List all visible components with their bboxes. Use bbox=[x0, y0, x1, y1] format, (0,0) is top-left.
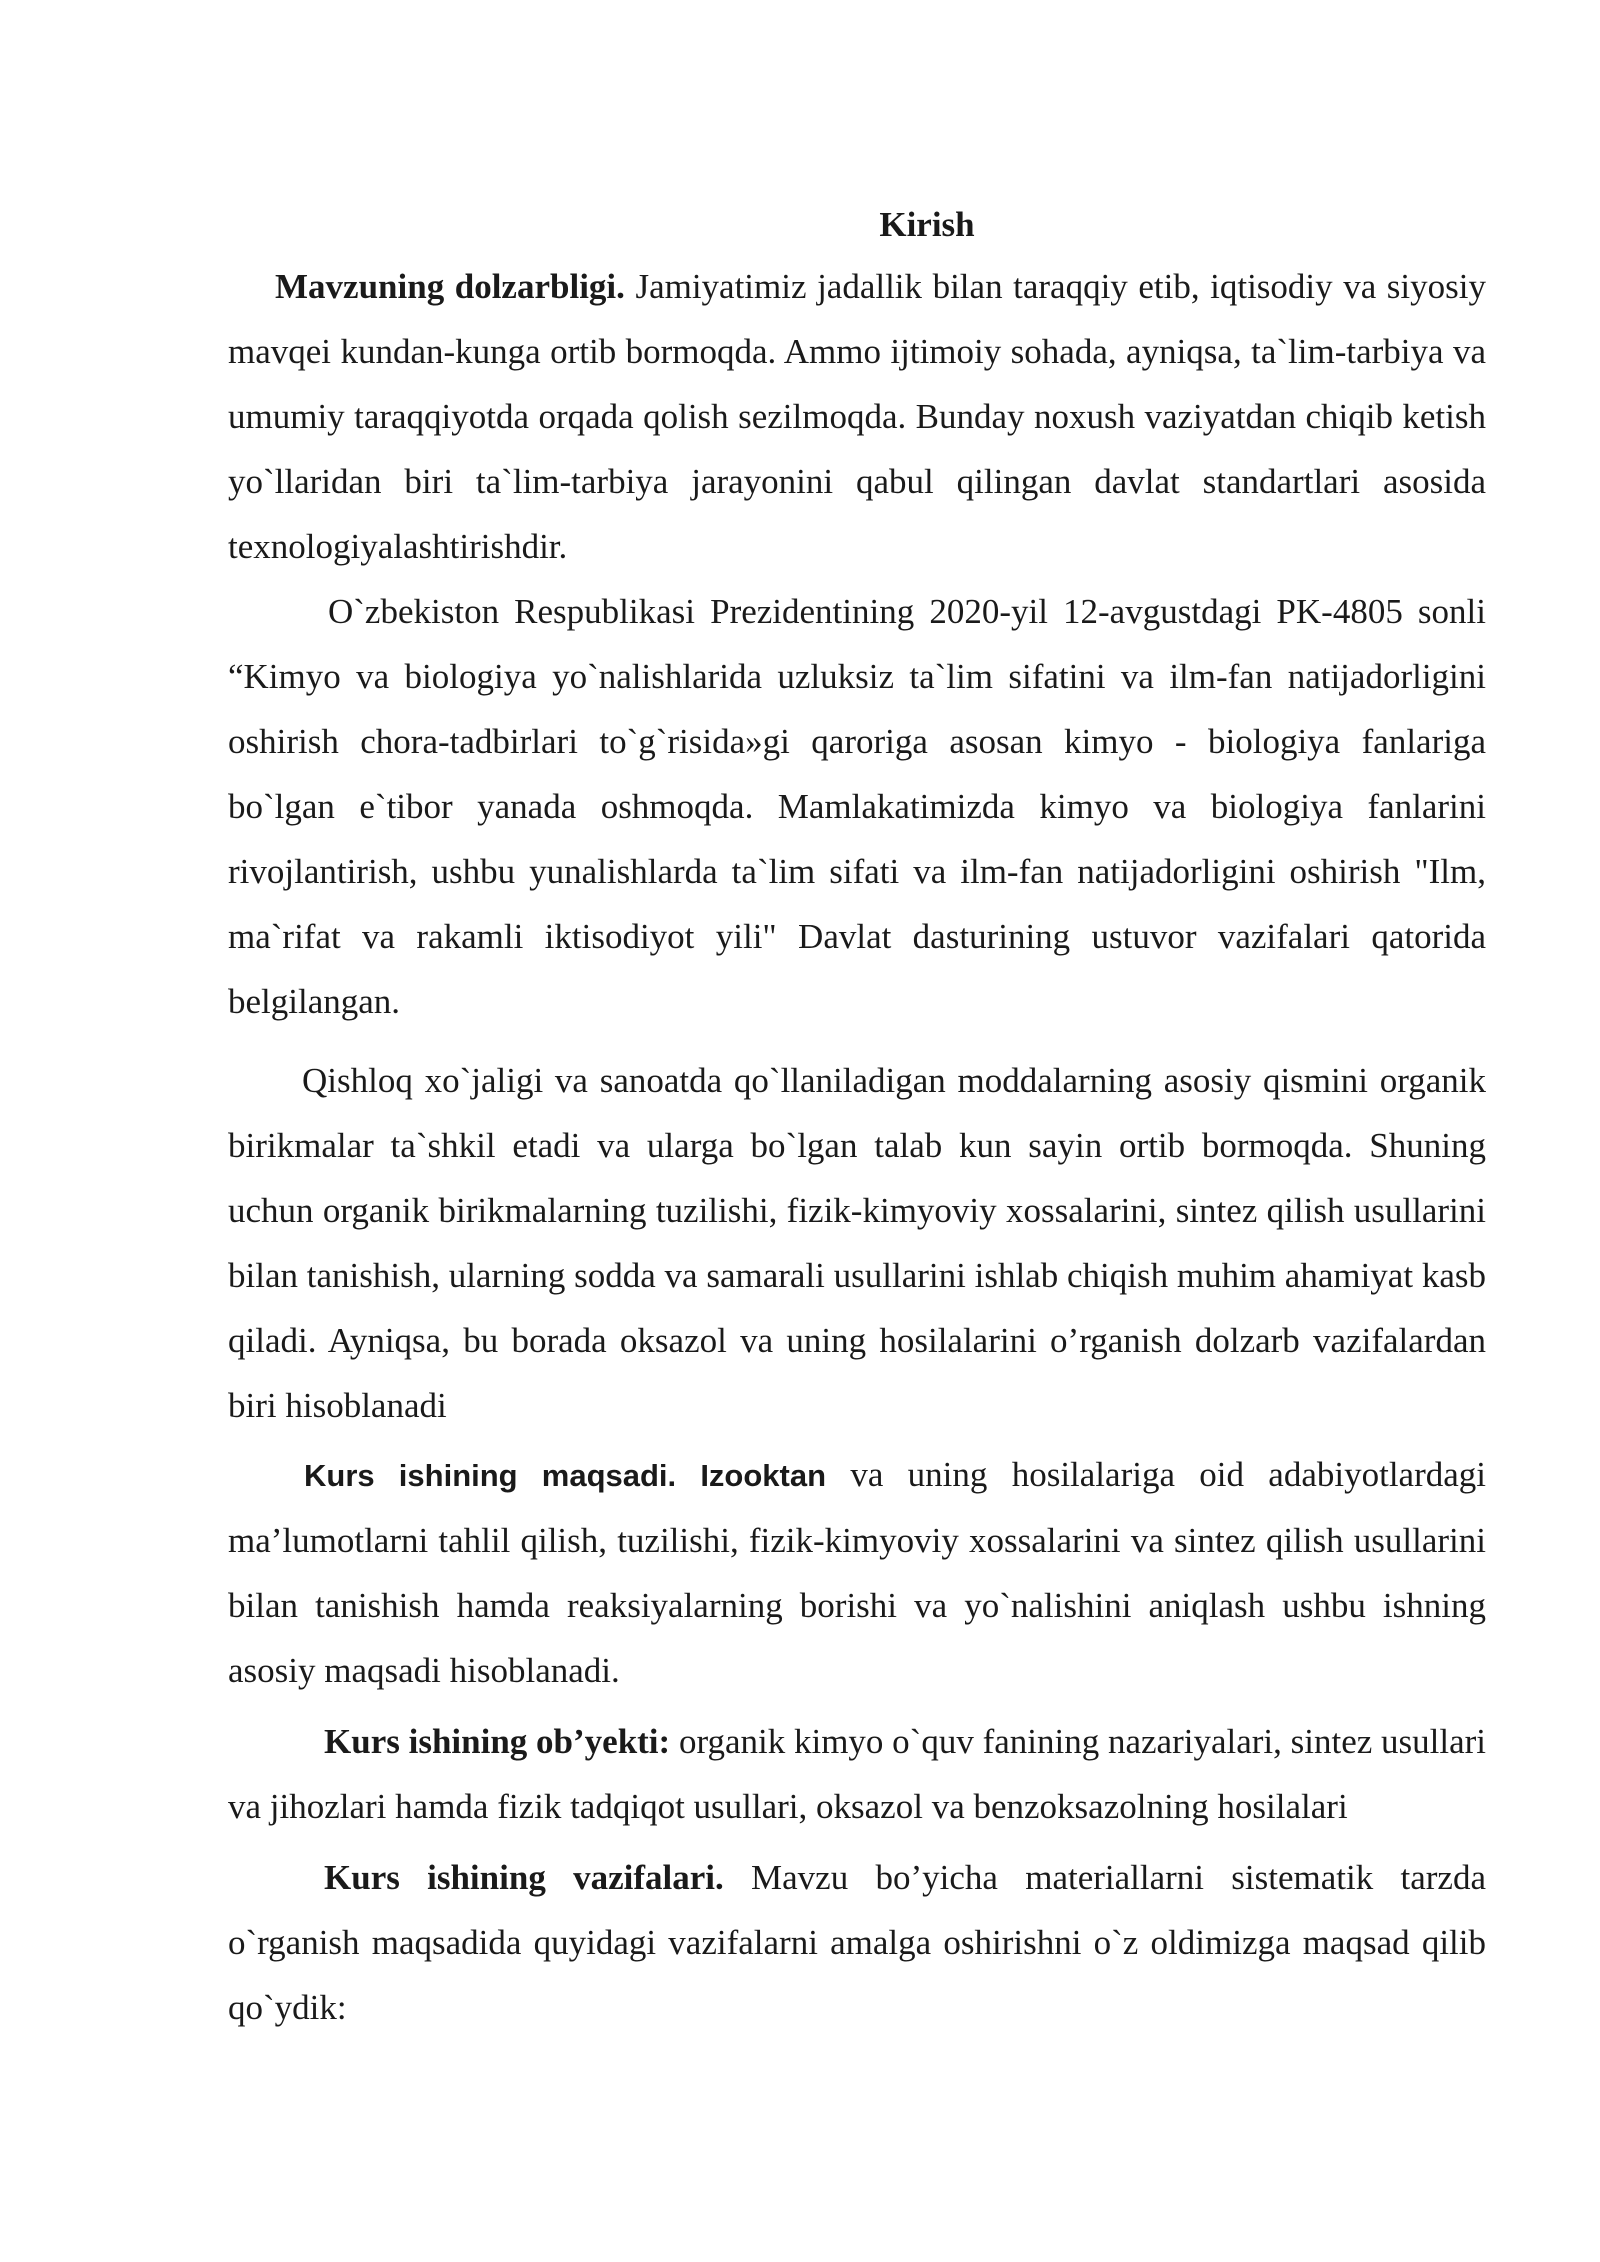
industry-text: Qishloq xo`jaligi va sanoatda qo`llaniladigan moddalarning asosiy qismini organik birikmalar ta`shkil etadi va ularga bo`lgan talab kun sayin ortib bormoqda. Shuning uchun organik birikmalarning tuzilishi, fizik-kimyoviy xossalarini, sintez qilish usullarini bilan tanishish, ularning sodda va samarali usullarini ishlab chiqish muhim ahamiyat kasb qiladi. Ayniqsa, bu borada oksazol va uning hosilalarini o’rganish dolzarb vazifalardan biri hisoblanadi bbox=[228, 1061, 1486, 1425]
object-heading: Kurs ishining ob’yekti: bbox=[324, 1722, 671, 1761]
relevance-heading: Mavzuning dolzarbligi. bbox=[275, 267, 625, 306]
relevance-text: Jamiyatimiz jadallik bilan taraqqiy etib, iqtisodiy va siyosiy mavqei kundan-kunga ortib bormoqda. Ammo ijtimoiy sohada, ayniqsa, ta`lim-tarbiya va umumiy taraqqiyotda orqada qolish sezilmoqda. Bunday noxush vaziyatdan chiqib ketish yo`llaridan biri ta`lim-tarbiya jarayonini qabul qilingan davlat standartlari asosida texnologiyalashtirishdir. bbox=[228, 267, 1486, 566]
tasks-text: Mavzu bo’yicha materiallarni sistematik tarzda o`rganish maqsadida quyidagi vazifalarni amalga oshirishni o`z oldimizga maqsad qilib qo`ydik: bbox=[228, 1858, 1486, 2027]
tasks-heading: Kurs ishining vazifalari. bbox=[324, 1858, 724, 1897]
paragraph-industry bbox=[228, 1048, 1486, 1438]
paragraph-goal bbox=[228, 1442, 1486, 1703]
paragraph-decree bbox=[228, 579, 1486, 1034]
paragraph-relevance bbox=[228, 254, 1486, 579]
goal-text: va uning hosilalariga oid adabiyotlardagi ma’lumotlarni tahlil qilish, tuzilishi, fizik-kimyoviy xossalarini va sintez qilish usullarini bilan tanishish hamda reaksiyalarning borishi va yo`nalishini aniqlash ushbu ishning asosiy maqsadi hisoblanadi. bbox=[228, 1455, 1486, 1690]
decree-text: O`zbekiston Respublikasi Prezidentining 2020-yil 12-avgustdagi PK-4805 sonli “Kimyo va biologiya yo`nalishlarida uzluksiz ta`lim sifatini va ilm-fan natijadorligini oshirish chora-tadbirlari to`g`risida»gi qaroriga asosan kimyo - biologiya fanlariga bo`lgan e`tibor yanada oshmoqda. Mamlakatimizda kimyo va biologiya fanlarini rivojlantirish, ushbu yunalishlarda ta`lim sifati va ilm-fan natijadorligini oshirish "Ilm, ma`rifat va rakamli iktisodiyot yili" Davlat dasturining ustuvor vazifalari qatorida belgilangan. bbox=[228, 592, 1486, 1021]
page-title: Kirish bbox=[879, 205, 975, 244]
paragraph-object bbox=[228, 1709, 1486, 1839]
paragraph-tasks bbox=[228, 1845, 1486, 2040]
goal-heading: Kurs ishining maqsadi. Izooktan bbox=[304, 1458, 827, 1493]
document-page bbox=[228, 192, 1486, 2040]
object-text: organik kimyo o`quv fanining nazariyalari, sintez usullari va jihozlari hamda fizik tadqiqot usullari, oksazol va benzoksazolning hosilalari bbox=[228, 1722, 1487, 1826]
